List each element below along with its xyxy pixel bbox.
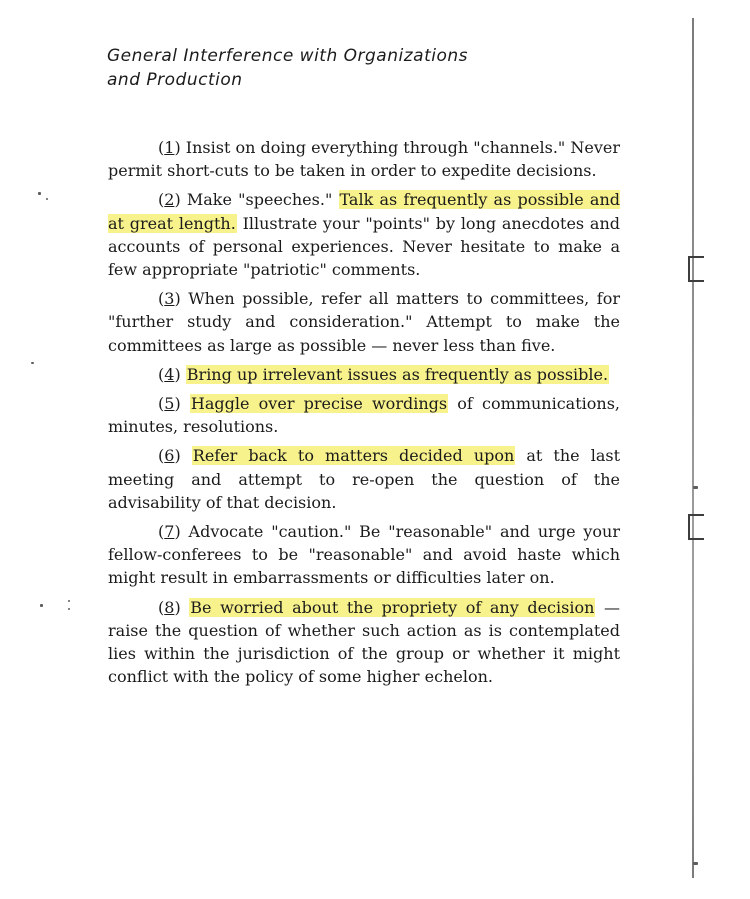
list-item: (7) Advocate "caution." Be "reasonable" and urge your fellow-conferees to be "reasonable" and avoid haste which might result in embarrassments or difficulties later on.: [108, 522, 620, 588]
item-text: — raise the question of whether such action as is contemplated lies within the jurisdiction of the group or whether it might conflict with the policy of some higher echelon.: [108, 597, 620, 687]
instruction-list: [108, 136, 620, 694]
highlighted-text: Talk as frequently as possible and at great length.: [108, 190, 621, 233]
item-number: 6: [164, 446, 175, 466]
item-number: 8: [164, 597, 175, 617]
item-number: 3: [164, 289, 175, 309]
list-item: (4) Bring up irrelevant issues as frequently as possible.: [158, 364, 609, 384]
scan-speck: [31, 362, 34, 364]
list-item: (8) Be worried about the propriety of any decision — raise the question of whether such action as is contemplated lies within the jurisdiction of the group or whether it might conflict with the policy of some higher echelon.: [108, 597, 620, 687]
section-heading: [107, 44, 627, 92]
item-text: When possible, refer all matters to committees, for "further study and consideration." Attempt to make the committees as large as possible — never less than five.: [108, 289, 620, 355]
highlighted-text: Refer back to matters decided upon: [192, 446, 515, 466]
scan-speck: [38, 192, 41, 195]
list-item: (1) Insist on doing everything through "channels." Never permit short-cuts to be taken in order to expedite decisions.: [108, 138, 620, 181]
item-text: Insist on doing everything through "channels." Never permit short-cuts to be taken in order to expedite decisions.: [108, 138, 620, 181]
item-number: 5: [164, 394, 175, 414]
list-item: (3) When possible, refer all matters to committees, for "further study and consideration." Attempt to make the committees as large as possible — never less than five.: [108, 289, 620, 355]
scan-speck: [693, 486, 698, 489]
item-number: 7: [164, 522, 175, 542]
margin-rule: [692, 18, 694, 878]
scan-speck: [40, 604, 43, 607]
heading-line-2: and Production: [107, 70, 243, 90]
item-number: 1: [164, 138, 175, 157]
highlighted-text: Bring up irrelevant issues as frequently as possible.: [186, 364, 609, 384]
margin-bracket-mark: [688, 514, 704, 540]
item-number: 4: [164, 364, 175, 384]
scan-speck: [46, 198, 48, 200]
item-text: [181, 598, 190, 617]
item-text: [181, 446, 192, 465]
scan-speck: [68, 600, 70, 602]
list-item: (5) Haggle over precise wordings of communications, minutes, resolutions.: [108, 394, 621, 437]
highlighted-text: Haggle over precise wordings: [190, 394, 448, 414]
list-item: (6) Refer back to matters decided upon at the last meeting and attempt to re-open the question of the advisability of that decision.: [108, 446, 620, 512]
margin-bracket-mark: [688, 256, 704, 282]
item-text: Advocate "caution." Be "reasonable" and urge your fellow-conferees to be "reasonable" and avoid haste which might result in embarrassments or difficulties later on.: [108, 522, 620, 588]
item-text: Make "speeches.": [180, 190, 339, 210]
item-text: at the last meeting and attempt to re-open the question of the advisability of that decision.: [108, 446, 620, 512]
heading-line-1: General Interference with Organizations: [107, 46, 468, 66]
scan-speck: [68, 608, 70, 610]
item-number: 2: [164, 190, 175, 210]
highlighted-text: Be worried about the propriety of any decision: [190, 597, 595, 617]
item-text: Illustrate your "points" by long anecdotes and accounts of personal experiences. Never hesitate to make a few appropriate "patriotic" comments.: [108, 213, 620, 280]
item-text: of communications, minutes, resolutions.: [108, 394, 621, 437]
item-text: [181, 394, 190, 413]
scan-speck: [693, 862, 698, 865]
list-item: (2) Make "speeches." Talk as frequently as possible and at great length. Illustrate your "points" by long anecdotes and accounts of personal experiences. Never hesitate to make a few appropriate "patriotic" comments.: [108, 190, 621, 280]
